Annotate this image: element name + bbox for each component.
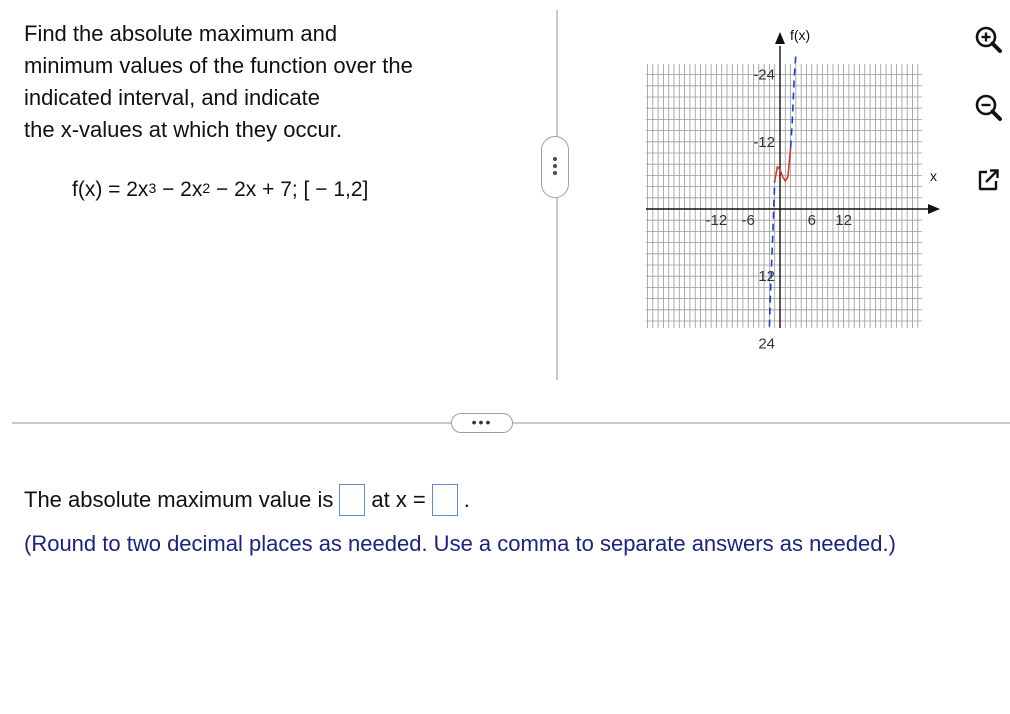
zoom-out-button[interactable] [972, 92, 1004, 124]
rounding-note: (Round to two decimal places as needed. Use a comma to separate answers as needed.) [24, 531, 896, 556]
formula-exponent-2: 2 [202, 180, 211, 196]
y-tick-label: 12 [758, 268, 775, 286]
x-tick-label: -12 [705, 212, 728, 229]
expand-handle-button[interactable] [451, 413, 513, 433]
question-line-4: the x-values at which they occur. [24, 117, 342, 142]
formula-prefix: f(x) = 2x [72, 178, 149, 201]
question-line-3: indicated interval, and indicate [24, 85, 320, 110]
horizontal-dots-icon: ••• [471, 414, 493, 430]
x-tick-label: -6 [741, 212, 755, 229]
graph-grid [646, 64, 922, 328]
y-axis-arrow [775, 32, 785, 44]
formula-middle: − 2x [156, 178, 203, 201]
graph-curves [769, 54, 796, 327]
formula-suffix: − 2x + 7; [ − 1,2] [210, 178, 369, 201]
y-axis-label: f(x) [790, 27, 811, 43]
x-axis-arrow [928, 204, 940, 214]
vertical-dots-icon [553, 157, 557, 178]
answer-line [24, 484, 470, 516]
zoom-out-icon [972, 92, 1004, 124]
popout-icon [972, 164, 1004, 196]
y-tick-label: 24 [758, 335, 775, 353]
x-tick-label: 6 [807, 212, 816, 229]
y-tick-label: -24 [753, 66, 775, 84]
formula-exponent-3: 3 [148, 180, 157, 196]
x-axis-label: x [930, 168, 937, 184]
x-tick-label: 12 [835, 212, 852, 229]
popout-button[interactable] [972, 164, 1004, 196]
y-tick-label: -12 [753, 133, 775, 151]
zoom-in-button[interactable] [972, 24, 1004, 56]
panel-resize-handle[interactable] [541, 136, 569, 198]
question-line-1: Find the absolute maximum and [24, 21, 338, 46]
function-formula [72, 178, 368, 202]
zoom-in-icon [972, 24, 1004, 56]
function-graph [600, 0, 960, 353]
question-line-2: minimum values of the function over the [24, 53, 413, 78]
question-text [24, 18, 524, 146]
answer-middle: at x = [371, 487, 426, 512]
max-x-input[interactable] [432, 484, 458, 516]
answer-prefix: The absolute maximum value is [24, 487, 334, 512]
answer-suffix: . [463, 487, 470, 512]
max-value-input[interactable] [339, 484, 365, 516]
dashed-curve-segment [791, 54, 796, 147]
